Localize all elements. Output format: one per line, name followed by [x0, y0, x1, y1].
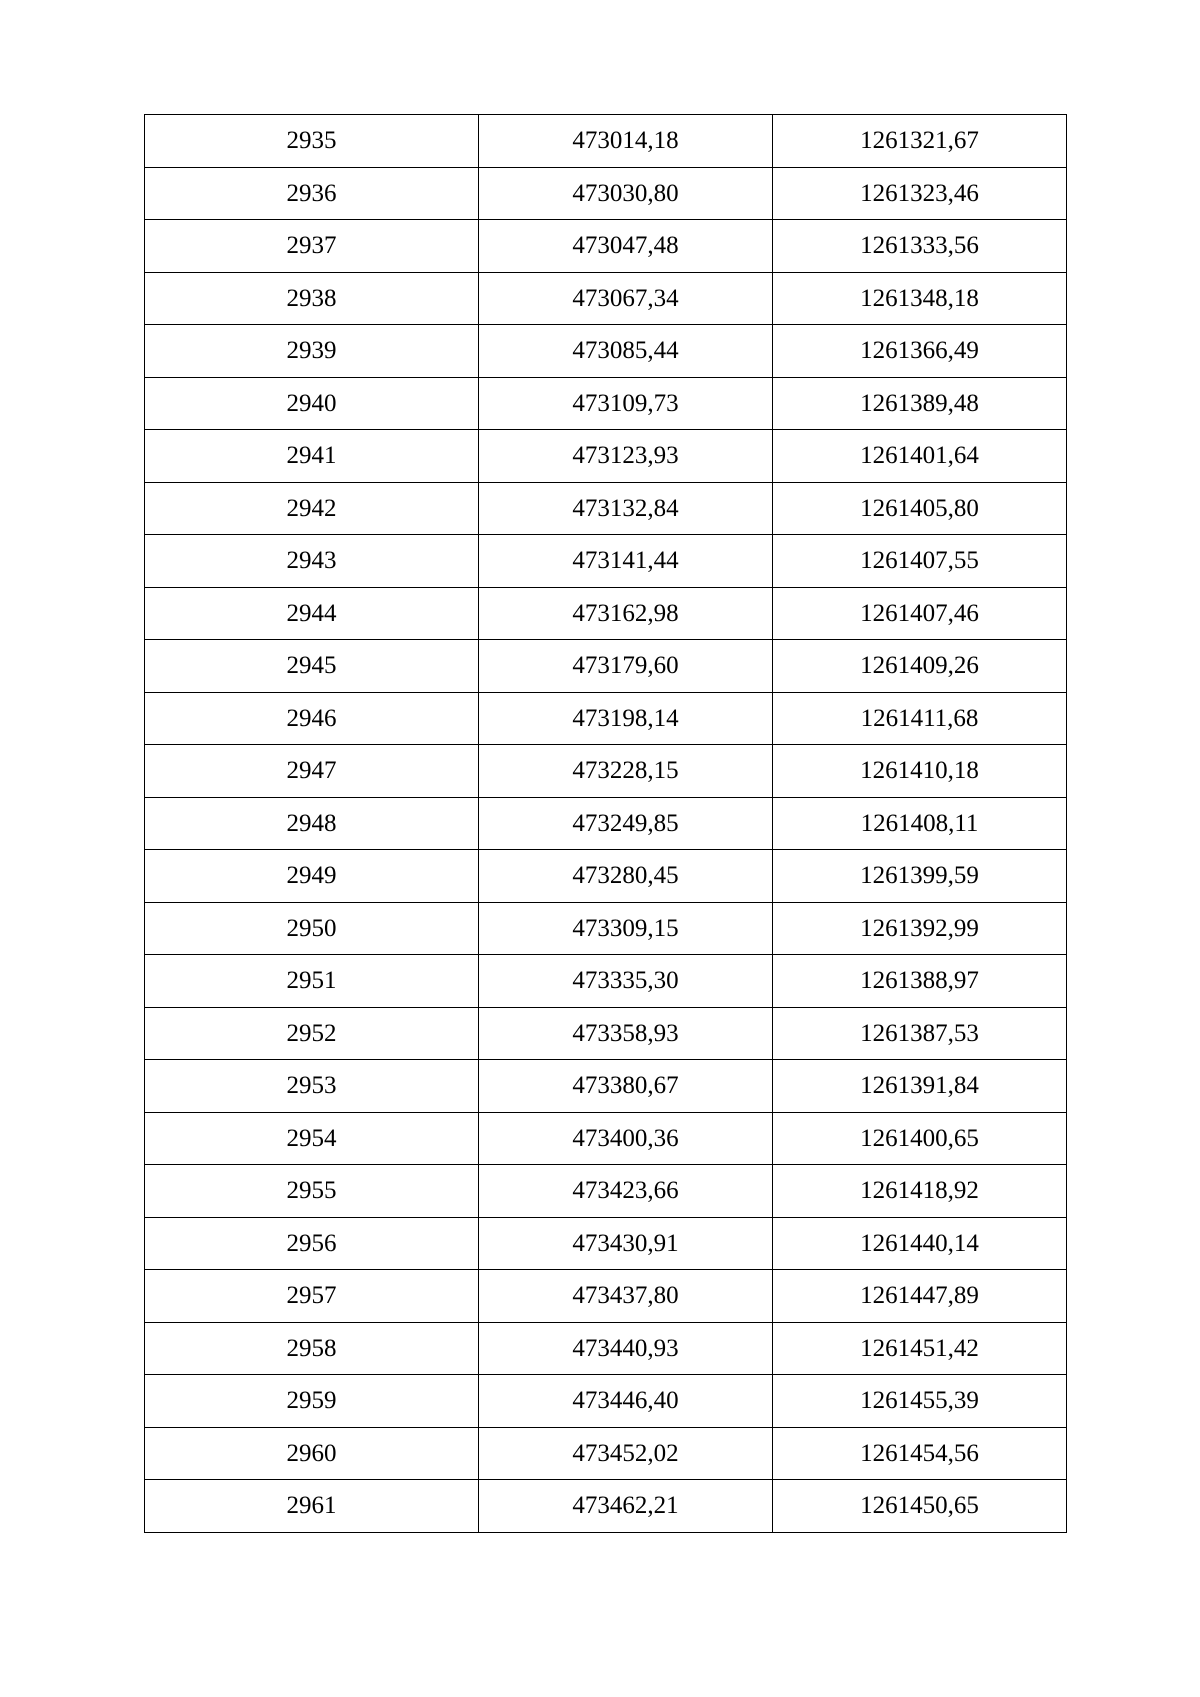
y-coordinate-cell: 1261333,56: [773, 220, 1067, 273]
table-row: [145, 430, 1067, 483]
x-coordinate-cell: 473014,18: [479, 115, 773, 168]
table-row: [145, 167, 1067, 220]
x-coordinate-cell: 473132,84: [479, 482, 773, 535]
point-number-cell: 2954: [145, 1112, 479, 1165]
table-row: [145, 1007, 1067, 1060]
table-row: [145, 1112, 1067, 1165]
y-coordinate-cell: 1261447,89: [773, 1270, 1067, 1323]
point-number-cell: 2961: [145, 1480, 479, 1533]
y-coordinate-cell: 1261418,92: [773, 1165, 1067, 1218]
x-coordinate-cell: 473430,91: [479, 1217, 773, 1270]
y-coordinate-cell: 1261401,64: [773, 430, 1067, 483]
y-coordinate-cell: 1261399,59: [773, 850, 1067, 903]
point-number-cell: 2960: [145, 1427, 479, 1480]
point-number-cell: 2957: [145, 1270, 479, 1323]
point-number-cell: 2950: [145, 902, 479, 955]
point-number-cell: 2958: [145, 1322, 479, 1375]
y-coordinate-cell: 1261366,49: [773, 325, 1067, 378]
table-row: [145, 1165, 1067, 1218]
point-number-cell: 2946: [145, 692, 479, 745]
table-row: [145, 1270, 1067, 1323]
point-number-cell: 2936: [145, 167, 479, 220]
x-coordinate-cell: 473440,93: [479, 1322, 773, 1375]
table-row: [145, 1322, 1067, 1375]
x-coordinate-cell: 473400,36: [479, 1112, 773, 1165]
table-row: [145, 955, 1067, 1008]
x-coordinate-cell: 473462,21: [479, 1480, 773, 1533]
table-row: [145, 640, 1067, 693]
y-coordinate-cell: 1261454,56: [773, 1427, 1067, 1480]
point-number-cell: 2937: [145, 220, 479, 273]
point-number-cell: 2944: [145, 587, 479, 640]
y-coordinate-cell: 1261387,53: [773, 1007, 1067, 1060]
point-number-cell: 2935: [145, 115, 479, 168]
table-row: [145, 1480, 1067, 1533]
y-coordinate-cell: 1261407,55: [773, 535, 1067, 588]
point-number-cell: 2949: [145, 850, 479, 903]
table-row: [145, 115, 1067, 168]
point-number-cell: 2942: [145, 482, 479, 535]
point-number-cell: 2938: [145, 272, 479, 325]
table-row: [145, 325, 1067, 378]
y-coordinate-cell: 1261409,26: [773, 640, 1067, 693]
table-row: [145, 1427, 1067, 1480]
y-coordinate-cell: 1261388,97: [773, 955, 1067, 1008]
x-coordinate-cell: 473141,44: [479, 535, 773, 588]
coordinates-table: [144, 114, 1067, 1533]
y-coordinate-cell: 1261323,46: [773, 167, 1067, 220]
point-number-cell: 2955: [145, 1165, 479, 1218]
x-coordinate-cell: 473198,14: [479, 692, 773, 745]
x-coordinate-cell: 473047,48: [479, 220, 773, 273]
table-row: [145, 482, 1067, 535]
x-coordinate-cell: 473358,93: [479, 1007, 773, 1060]
y-coordinate-cell: 1261391,84: [773, 1060, 1067, 1113]
y-coordinate-cell: 1261455,39: [773, 1375, 1067, 1428]
y-coordinate-cell: 1261450,65: [773, 1480, 1067, 1533]
table-row: [145, 377, 1067, 430]
table-row: [145, 587, 1067, 640]
point-number-cell: 2953: [145, 1060, 479, 1113]
point-number-cell: 2956: [145, 1217, 479, 1270]
table-row: [145, 850, 1067, 903]
x-coordinate-cell: 473380,67: [479, 1060, 773, 1113]
y-coordinate-cell: 1261440,14: [773, 1217, 1067, 1270]
point-number-cell: 2940: [145, 377, 479, 430]
table-row: [145, 797, 1067, 850]
x-coordinate-cell: 473109,73: [479, 377, 773, 430]
x-coordinate-cell: 473179,60: [479, 640, 773, 693]
table-row: [145, 272, 1067, 325]
point-number-cell: 2939: [145, 325, 479, 378]
point-number-cell: 2952: [145, 1007, 479, 1060]
x-coordinate-cell: 473335,30: [479, 955, 773, 1008]
point-number-cell: 2941: [145, 430, 479, 483]
table-row: [145, 692, 1067, 745]
point-number-cell: 2947: [145, 745, 479, 798]
x-coordinate-cell: 473067,34: [479, 272, 773, 325]
x-coordinate-cell: 473280,45: [479, 850, 773, 903]
x-coordinate-cell: 473423,66: [479, 1165, 773, 1218]
y-coordinate-cell: 1261451,42: [773, 1322, 1067, 1375]
table-row: [145, 1060, 1067, 1113]
table-row: [145, 902, 1067, 955]
x-coordinate-cell: 473437,80: [479, 1270, 773, 1323]
y-coordinate-cell: 1261389,48: [773, 377, 1067, 430]
x-coordinate-cell: 473085,44: [479, 325, 773, 378]
point-number-cell: 2943: [145, 535, 479, 588]
y-coordinate-cell: 1261410,18: [773, 745, 1067, 798]
x-coordinate-cell: 473452,02: [479, 1427, 773, 1480]
y-coordinate-cell: 1261392,99: [773, 902, 1067, 955]
x-coordinate-cell: 473228,15: [479, 745, 773, 798]
point-number-cell: 2945: [145, 640, 479, 693]
table-row: [145, 220, 1067, 273]
table-row: [145, 1217, 1067, 1270]
x-coordinate-cell: 473309,15: [479, 902, 773, 955]
point-number-cell: 2951: [145, 955, 479, 1008]
x-coordinate-cell: 473030,80: [479, 167, 773, 220]
y-coordinate-cell: 1261405,80: [773, 482, 1067, 535]
x-coordinate-cell: 473249,85: [479, 797, 773, 850]
point-number-cell: 2948: [145, 797, 479, 850]
x-coordinate-cell: 473446,40: [479, 1375, 773, 1428]
point-number-cell: 2959: [145, 1375, 479, 1428]
table-row: [145, 745, 1067, 798]
y-coordinate-cell: 1261400,65: [773, 1112, 1067, 1165]
table-row: [145, 535, 1067, 588]
x-coordinate-cell: 473162,98: [479, 587, 773, 640]
x-coordinate-cell: 473123,93: [479, 430, 773, 483]
coordinates-table-body: [145, 115, 1067, 1533]
y-coordinate-cell: 1261321,67: [773, 115, 1067, 168]
y-coordinate-cell: 1261407,46: [773, 587, 1067, 640]
y-coordinate-cell: 1261411,68: [773, 692, 1067, 745]
table-row: [145, 1375, 1067, 1428]
y-coordinate-cell: 1261348,18: [773, 272, 1067, 325]
y-coordinate-cell: 1261408,11: [773, 797, 1067, 850]
